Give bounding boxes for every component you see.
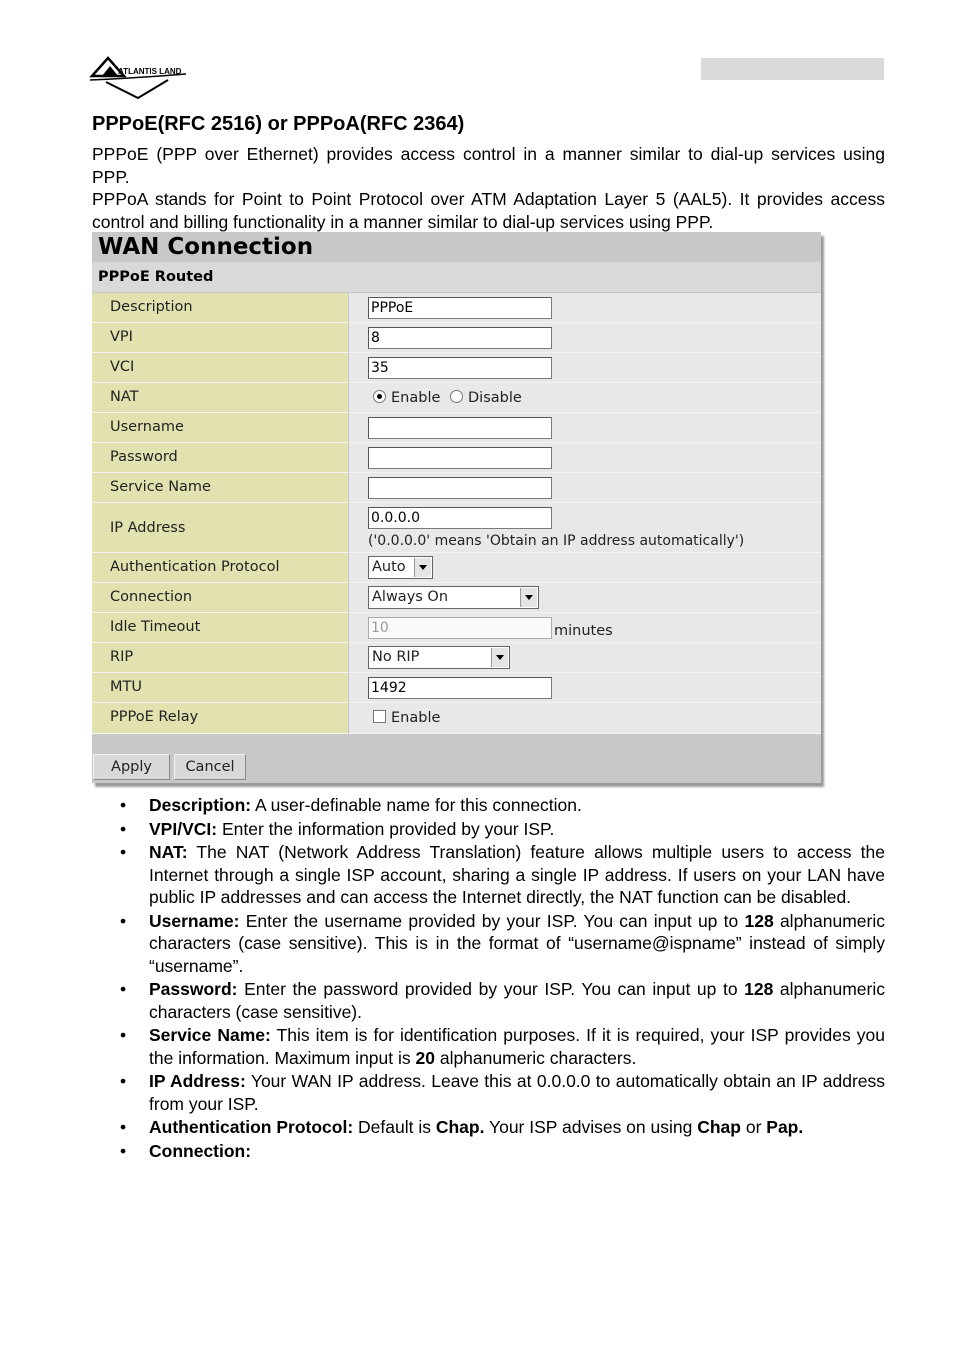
- nat-label: NAT: [92, 383, 348, 413]
- nat-disable-radio[interactable]: [450, 390, 463, 403]
- row-vci: [92, 353, 821, 383]
- row-connection: [92, 583, 821, 613]
- description-label: Description: [92, 293, 348, 323]
- nat-enable-label: Enable: [391, 390, 441, 406]
- list-item: • Service Name: This item is for identification purposes. If it is required, your ISP provides you the information. Maximum input is 20 alphanumeric characters.: [120, 1024, 885, 1069]
- pppoe-relay-checkbox[interactable]: [373, 710, 386, 723]
- idle-timeout-input[interactable]: 10: [368, 617, 552, 639]
- list-item: • Description: A user-definable name for this connection.: [120, 794, 885, 817]
- password-label: Password: [92, 443, 348, 473]
- chevron-down-icon[interactable]: [414, 558, 431, 577]
- wan-subtitle: [92, 262, 821, 292]
- row-service-name: [92, 473, 821, 503]
- apply-button[interactable]: Apply: [93, 754, 170, 780]
- username-label: Username: [92, 413, 348, 443]
- idle-timeout-unit: minutes: [554, 623, 613, 639]
- row-pppoe-relay: [92, 703, 821, 734]
- list-item: • Connection:: [120, 1140, 885, 1163]
- vpi-label: VPI: [92, 323, 348, 353]
- mtu-input[interactable]: 1492: [368, 677, 552, 699]
- page-title: PPPoE(RFC 2516) or PPPoA(RFC 2364): [92, 113, 465, 135]
- rip-label: RIP: [92, 643, 348, 673]
- connection-value: Always On: [372, 589, 449, 605]
- intro-paragraph-pppoe: PPPoE (PPP over Ethernet) provides access control in a manner similar to dial-up services using PPP.: [92, 144, 885, 187]
- list-item: • IP Address: Your WAN IP address. Leave this at 0.0.0.0 to automatically obtain an IP address from your ISP.: [120, 1070, 885, 1115]
- row-vpi: [92, 323, 821, 353]
- row-description: [92, 293, 821, 323]
- vpi-input[interactable]: 8: [368, 327, 552, 349]
- password-input[interactable]: [368, 447, 552, 469]
- nat-disable-label: Disable: [468, 390, 522, 406]
- auth-protocol-value: Auto: [372, 559, 406, 575]
- row-rip: [92, 643, 821, 673]
- service-name-label: Service Name: [92, 473, 348, 503]
- rip-select[interactable]: [368, 646, 510, 669]
- ip-address-input[interactable]: 0.0.0.0: [368, 507, 552, 529]
- description-input[interactable]: PPPoE: [368, 297, 552, 319]
- vci-input[interactable]: 35: [368, 357, 552, 379]
- row-ip-address: [92, 503, 821, 553]
- intro-paragraph-pppoa: PPPoA stands for Point to Point Protocol over ATM Adaptation Layer 5 (AAL5). It provides access control and billing functionality in a manner similar to dial-up services using PPP.: [92, 189, 885, 232]
- auth-protocol-select[interactable]: [368, 556, 433, 579]
- chevron-down-icon[interactable]: [491, 648, 508, 667]
- row-password: [92, 443, 821, 473]
- logo-text: ATLANTIS LAND: [118, 67, 182, 76]
- ip-address-label: IP Address: [92, 503, 348, 553]
- connection-select[interactable]: [368, 586, 539, 609]
- nat-enable-radio[interactable]: [373, 390, 386, 403]
- ip-address-hint: ('0.0.0.0' means 'Obtain an IP address automatically'): [368, 533, 745, 549]
- row-nat: [92, 383, 821, 413]
- pppoe-relay-enable-label: Enable: [391, 710, 441, 726]
- atlantis-logo: [88, 56, 188, 100]
- vci-label: VCI: [92, 353, 348, 383]
- chevron-down-icon[interactable]: [520, 588, 537, 607]
- list-item: • Username: Enter the username provided by your ISP. You can input up to 128 alphanumeric characters (case sensitive). This is in the format of “username@ispname” instead of simply “username”.: [120, 910, 885, 978]
- list-item: • Authentication Protocol: Default is Chap. Your ISP advises on using Chap or Pap.: [120, 1116, 885, 1139]
- auth-protocol-label: Authentication Protocol: [92, 553, 348, 583]
- rip-value: No RIP: [372, 649, 420, 665]
- connection-label: Connection: [92, 583, 348, 613]
- row-mtu: [92, 673, 821, 703]
- pppoe-relay-label: PPPoE Relay: [92, 703, 348, 734]
- field-descriptions: [120, 794, 885, 1163]
- idle-timeout-label: Idle Timeout: [92, 613, 348, 643]
- wan-connection-panel: [92, 232, 821, 783]
- username-input[interactable]: [368, 417, 552, 439]
- service-name-input[interactable]: [368, 477, 552, 499]
- list-item: • NAT: The NAT (Network Address Translation) feature allows multiple users to access the Internet through a single ISP account, sharing a single IP address. If users on your LAN have public IP addresses and can access the Internet directly, the NAT function can be disabled.: [120, 841, 885, 909]
- cancel-button[interactable]: Cancel: [174, 754, 246, 780]
- mtu-label: MTU: [92, 673, 348, 703]
- row-username: [92, 413, 821, 443]
- row-idle-timeout: [92, 613, 821, 643]
- header-bar: [701, 58, 884, 80]
- list-item: • Password: Enter the password provided by your ISP. You can input up to 128 alphanumeric characters (case sensitive).: [120, 978, 885, 1023]
- wan-subtitle-text: PPPoE Routed: [98, 269, 214, 285]
- row-auth-protocol: [92, 553, 821, 583]
- list-item: • VPI/VCI: Enter the information provided by your ISP.: [120, 818, 885, 841]
- intro-text: [92, 143, 885, 233]
- wan-title: WAN Connection: [98, 234, 314, 260]
